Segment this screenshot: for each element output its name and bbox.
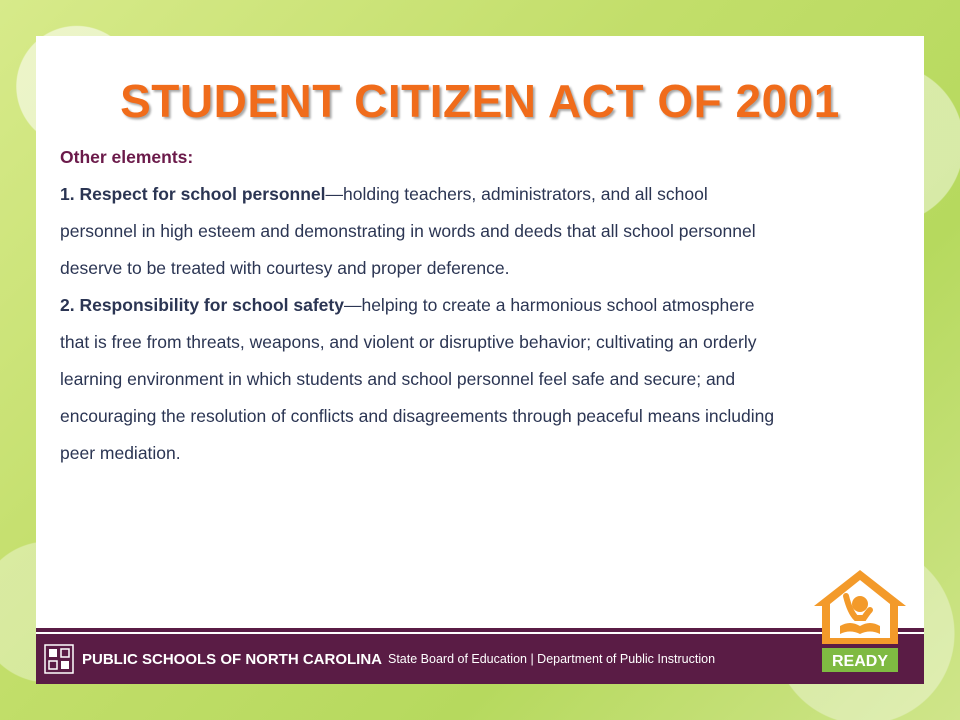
ready-house-icon [810, 566, 910, 676]
slide [36, 36, 924, 684]
paragraph-text: —helping to create a harmonious school atmosphere [343, 295, 755, 315]
footer-divider [36, 628, 924, 632]
footer-bar [36, 634, 924, 684]
slide-content [60, 146, 900, 479]
paragraph [60, 257, 900, 279]
ready-logo-label: READY [831, 653, 889, 670]
paragraph [60, 368, 900, 390]
slide-title: STUDENT CITIZEN ACT OF 2001 [120, 75, 840, 127]
paragraph [60, 294, 900, 316]
paragraph-text: deserve to be treated with courtesy and proper deference. [60, 258, 510, 278]
paragraph [60, 442, 900, 464]
paragraph-bold: 2. Responsibility for school safety [60, 295, 344, 315]
paragraph [60, 183, 900, 205]
subheading: Other elements: [60, 147, 194, 167]
paragraph-bold: 1. Respect for school personnel [60, 184, 326, 204]
paragraph [60, 331, 900, 353]
paragraph [60, 220, 900, 242]
paragraph-text: that is free from threats, weapons, and violent or disruptive behavior; cultivating an orderly [60, 332, 757, 352]
paragraph-text: encouraging the resolution of conflicts and disagreements through peaceful means including [60, 406, 775, 426]
paragraph [60, 405, 900, 427]
nc-seal-icon [44, 644, 74, 674]
footer-org-name: PUBLIC SCHOOLS OF NORTH CAROLINA [82, 650, 382, 668]
paragraph-text: personnel in high esteem and demonstrating in words and deeds that all school personnel [60, 221, 756, 241]
paragraph-text: —holding teachers, administrators, and all school [325, 184, 708, 204]
paragraph-text: peer mediation. [60, 443, 181, 463]
paragraph-text: learning environment in which students and school personnel feel safe and secure; and [60, 369, 736, 389]
footer-subtitle: State Board of Education | Department of Public Instruction [388, 652, 716, 666]
